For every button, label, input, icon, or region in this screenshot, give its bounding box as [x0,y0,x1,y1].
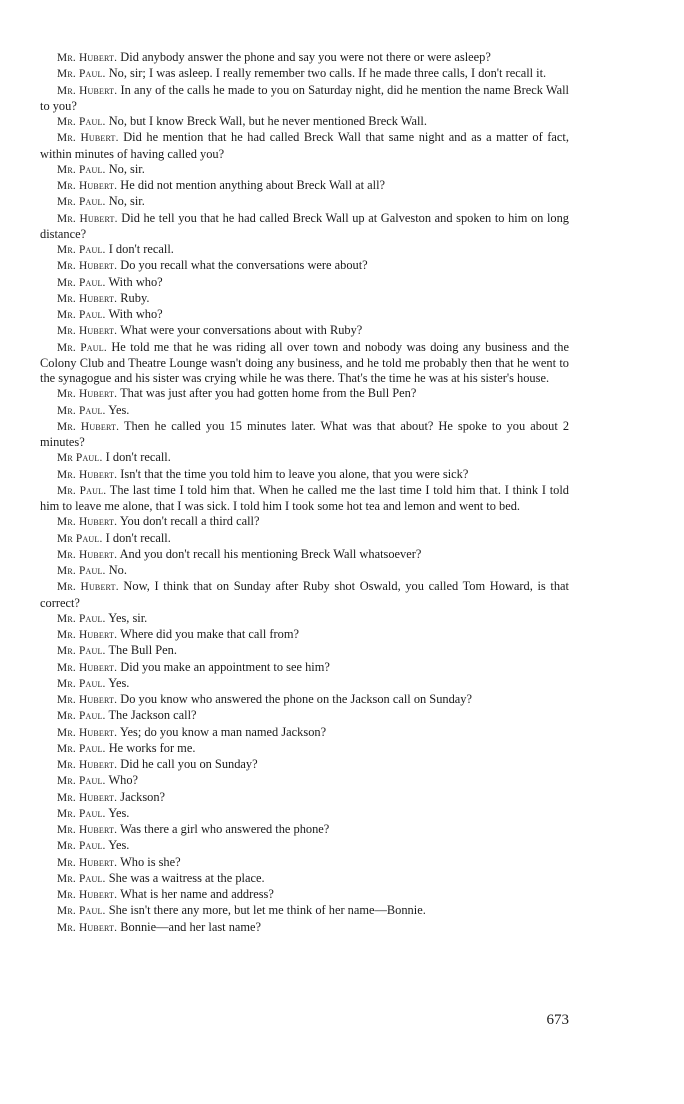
speaker-name: Mr. Paul. [57,196,106,209]
testimony-line [40,741,569,757]
testimony-line [40,692,569,708]
testimony-text: Now, I think that on Sunday after Ruby shot Oswald, you called Tom Howard, is that correct? [40,579,569,610]
testimony-text: No, but I know Breck Wall, but he never mentioned Breck Wall. [108,114,427,128]
testimony-text: Bonnie—and her last name? [120,919,262,934]
testimony-line [40,643,569,659]
speaker-name: Mr. Hubert. [57,581,119,594]
testimony-line [40,211,569,243]
testimony-line [40,708,569,724]
speaker-name: Mr. Paul. [57,612,106,625]
speaker-name: Mr. Paul. [57,905,106,918]
speaker-name: Mr. Hubert. [57,516,118,529]
testimony-line [40,773,569,789]
speaker-name: Mr Paul. [57,532,103,545]
testimony-line [40,855,569,871]
testimony-text: Yes; do you know a man named Jackson? [119,724,327,739]
testimony-line [40,920,569,936]
testimony-text: Then he called you 15 minutes later. What was that about? He spoke to you about 2 minutes? [40,418,570,449]
testimony-text: Did anybody answer the phone and say you were not there or were asleep? [120,50,491,64]
testimony-line [40,790,569,806]
speaker-name: Mr. Paul. [57,309,106,321]
speaker-name: Mr. Hubert. [57,824,118,836]
testimony-text: No, sir. [108,194,145,209]
speaker-name: Mr. Hubert. [57,548,118,561]
testimony-line [40,660,569,676]
testimony-text: Yes. [108,675,130,690]
speaker-name: Mr. Hubert. [57,52,118,64]
testimony-line [40,611,569,627]
testimony-text: Was there a girl who answered the phone? [120,822,330,836]
testimony-line [40,130,569,162]
testimony-text: Did he call you on Sunday? [120,757,258,771]
testimony-text: What is her name and address? [120,887,274,901]
speaker-name: Mr. Hubert. [57,420,120,433]
testimony-line [40,340,569,387]
testimony-line [40,627,569,643]
testimony-line [40,50,569,66]
speaker-name: Mr. Paul. [57,742,106,755]
speaker-name: Mr. Paul. [57,710,106,723]
testimony-line [40,450,569,466]
page-number: 673 [546,1012,569,1028]
testimony-line [40,725,569,741]
testimony-text: No, sir. [108,161,145,176]
testimony-text: Ruby. [120,290,150,305]
testimony-line [40,178,569,194]
testimony-text: Jackson? [120,789,166,804]
speaker-name: Mr. Hubert. [57,468,118,481]
testimony-line [40,903,569,919]
testimony-line [40,676,569,692]
testimony-line [40,547,569,563]
testimony-text: No, sir; I was asleep. I really remember two calls. If he made three calls, I don't recall it. [108,66,547,81]
testimony-text: I don't recall. [108,242,174,256]
testimony-line [40,307,569,323]
testimony-line [40,757,569,773]
speaker-name: Mr. Hubert. [57,694,118,706]
testimony-text: He told me that he was riding all over town and nobody was doing any business and the Colony Club and Theatre Lounge wasn't doing any business, and he told me probably then that he went to the synagogue and his sister was crying while he was there. That's the time he was at his sister's house. [40,339,569,385]
testimony-text: And you don't recall his mentioning Breck Wall whatsoever? [119,546,422,561]
testimony-line [40,114,569,130]
speaker-name: Mr. Hubert. [57,726,118,739]
speaker-name: Mr. Paul. [57,840,106,853]
speaker-name: Mr. Hubert. [57,212,118,225]
testimony-text: The Bull Pen. [108,643,177,658]
speaker-name: Mr. Hubert. [57,132,119,145]
speaker-name: Mr. Paul. [57,677,106,690]
testimony-line [40,242,569,258]
testimony-text: The Jackson call? [108,708,197,723]
testimony-text: Yes, sir. [108,610,148,625]
speaker-name: Mr. Hubert. [57,921,118,934]
testimony-text: Do you know who answered the phone on the Jackson call on Sunday? [120,692,472,706]
speaker-name: Mr. Hubert. [57,856,118,869]
speaker-name: Mr. Hubert. [57,84,118,97]
testimony-text: No. [108,563,127,577]
testimony-text: You don't recall a third call? [119,514,260,529]
testimony-line [40,258,569,274]
testimony-text: I don't recall. [105,450,171,465]
testimony-line [40,838,569,854]
testimony-line [40,403,569,419]
testimony-text: He works for me. [108,740,196,755]
testimony-line [40,275,569,291]
speaker-name: Mr. Paul. [57,565,106,577]
testimony-text: She was a waitress at the place. [108,870,265,885]
testimony-text: That was just after you had gotten home from the Bull Pen? [120,386,417,401]
speaker-name: Mr. Paul. [57,163,106,176]
testimony-text: She isn't there any more, but let me think of her name—Bonnie. [108,903,426,918]
speaker-name: Mr. Paul. [57,341,107,354]
testimony-text: Do you recall what the conversations were about? [120,258,368,273]
speaker-name: Mr. Hubert. [57,292,118,305]
testimony-line [40,194,569,210]
speaker-name: Mr. Paul. [57,276,106,289]
speaker-name: Mr. Paul. [57,645,106,658]
testimony-line [40,531,569,547]
speaker-name: Mr. Hubert. [57,180,118,192]
testimony-text: Who is she? [120,854,181,869]
speaker-name: Mr. Paul. [57,404,106,417]
testimony-line [40,83,569,115]
speaker-name: Mr Paul. [57,452,103,465]
testimony-line [40,887,569,903]
testimony-line [40,806,569,822]
speaker-name: Mr. Paul. [57,116,106,128]
testimony-text: Where did you make that call from? [120,627,299,641]
speaker-name: Mr. Paul. [57,68,106,81]
testimony-text: Did you make an appointment to see him? [120,659,330,674]
testimony-text: Who? [108,773,139,788]
speaker-name: Mr. Hubert. [57,629,118,641]
testimony-text: What were your conversations about with Ruby? [120,323,363,338]
testimony-line [40,822,569,838]
testimony-line [40,579,569,611]
testimony-text: Yes. [108,805,130,820]
speaker-name: Mr. Hubert. [57,759,118,771]
testimony-text: He did not mention anything about Breck Wall at all? [120,178,386,192]
testimony-line [40,162,569,178]
testimony-text: Yes. [108,402,130,417]
testimony-text: Did he tell you that he had called Breck Wall up at Galveston and spoken to him on long distance? [40,210,569,241]
speaker-name: Mr. Hubert. [57,325,118,338]
speaker-name: Mr. Hubert. [57,889,118,901]
speaker-name: Mr. Hubert. [57,260,118,273]
testimony-line [40,419,569,451]
testimony-text: In any of the calls he made to you on Saturday night, did he mention the name Breck Wall to you? [40,82,569,113]
speaker-name: Mr. Paul. [57,484,107,497]
speaker-name: Mr. Paul. [57,872,106,885]
speaker-name: Mr. Paul. [57,775,106,788]
testimony-line [40,291,569,307]
testimony-line [40,871,569,887]
speaker-name: Mr. Paul. [57,244,106,256]
testimony-text: I don't recall. [105,530,171,545]
testimony-line [40,483,569,515]
testimony-line [40,563,569,579]
testimony-line [40,514,569,530]
testimony-line [40,386,569,402]
testimony-text: With who? [108,274,163,289]
speaker-name: Mr. Paul. [57,807,106,820]
testimony-text: Isn't that the time you told him to leave you alone, that you were sick? [120,466,469,481]
testimony-line [40,467,569,483]
testimony-text: Yes. [108,838,130,853]
testimony-line [40,66,569,82]
testimony-text: With who? [108,307,163,321]
testimony-line [40,323,569,339]
speaker-name: Mr. Hubert. [57,791,118,804]
speaker-name: Mr. Hubert. [57,661,118,674]
testimony-text: Did he mention that he had called Breck Wall that same night and as a matter of fact, within minutes of having called you? [40,130,569,161]
transcript-body [40,50,569,936]
testimony-text: The last time I told him that. When he called me the last time I told him that. I think I told him to leave me alone, that I was sick. I told him I took some hot tea and lemon and went to bed. [40,482,569,513]
speaker-name: Mr. Hubert. [57,388,118,401]
